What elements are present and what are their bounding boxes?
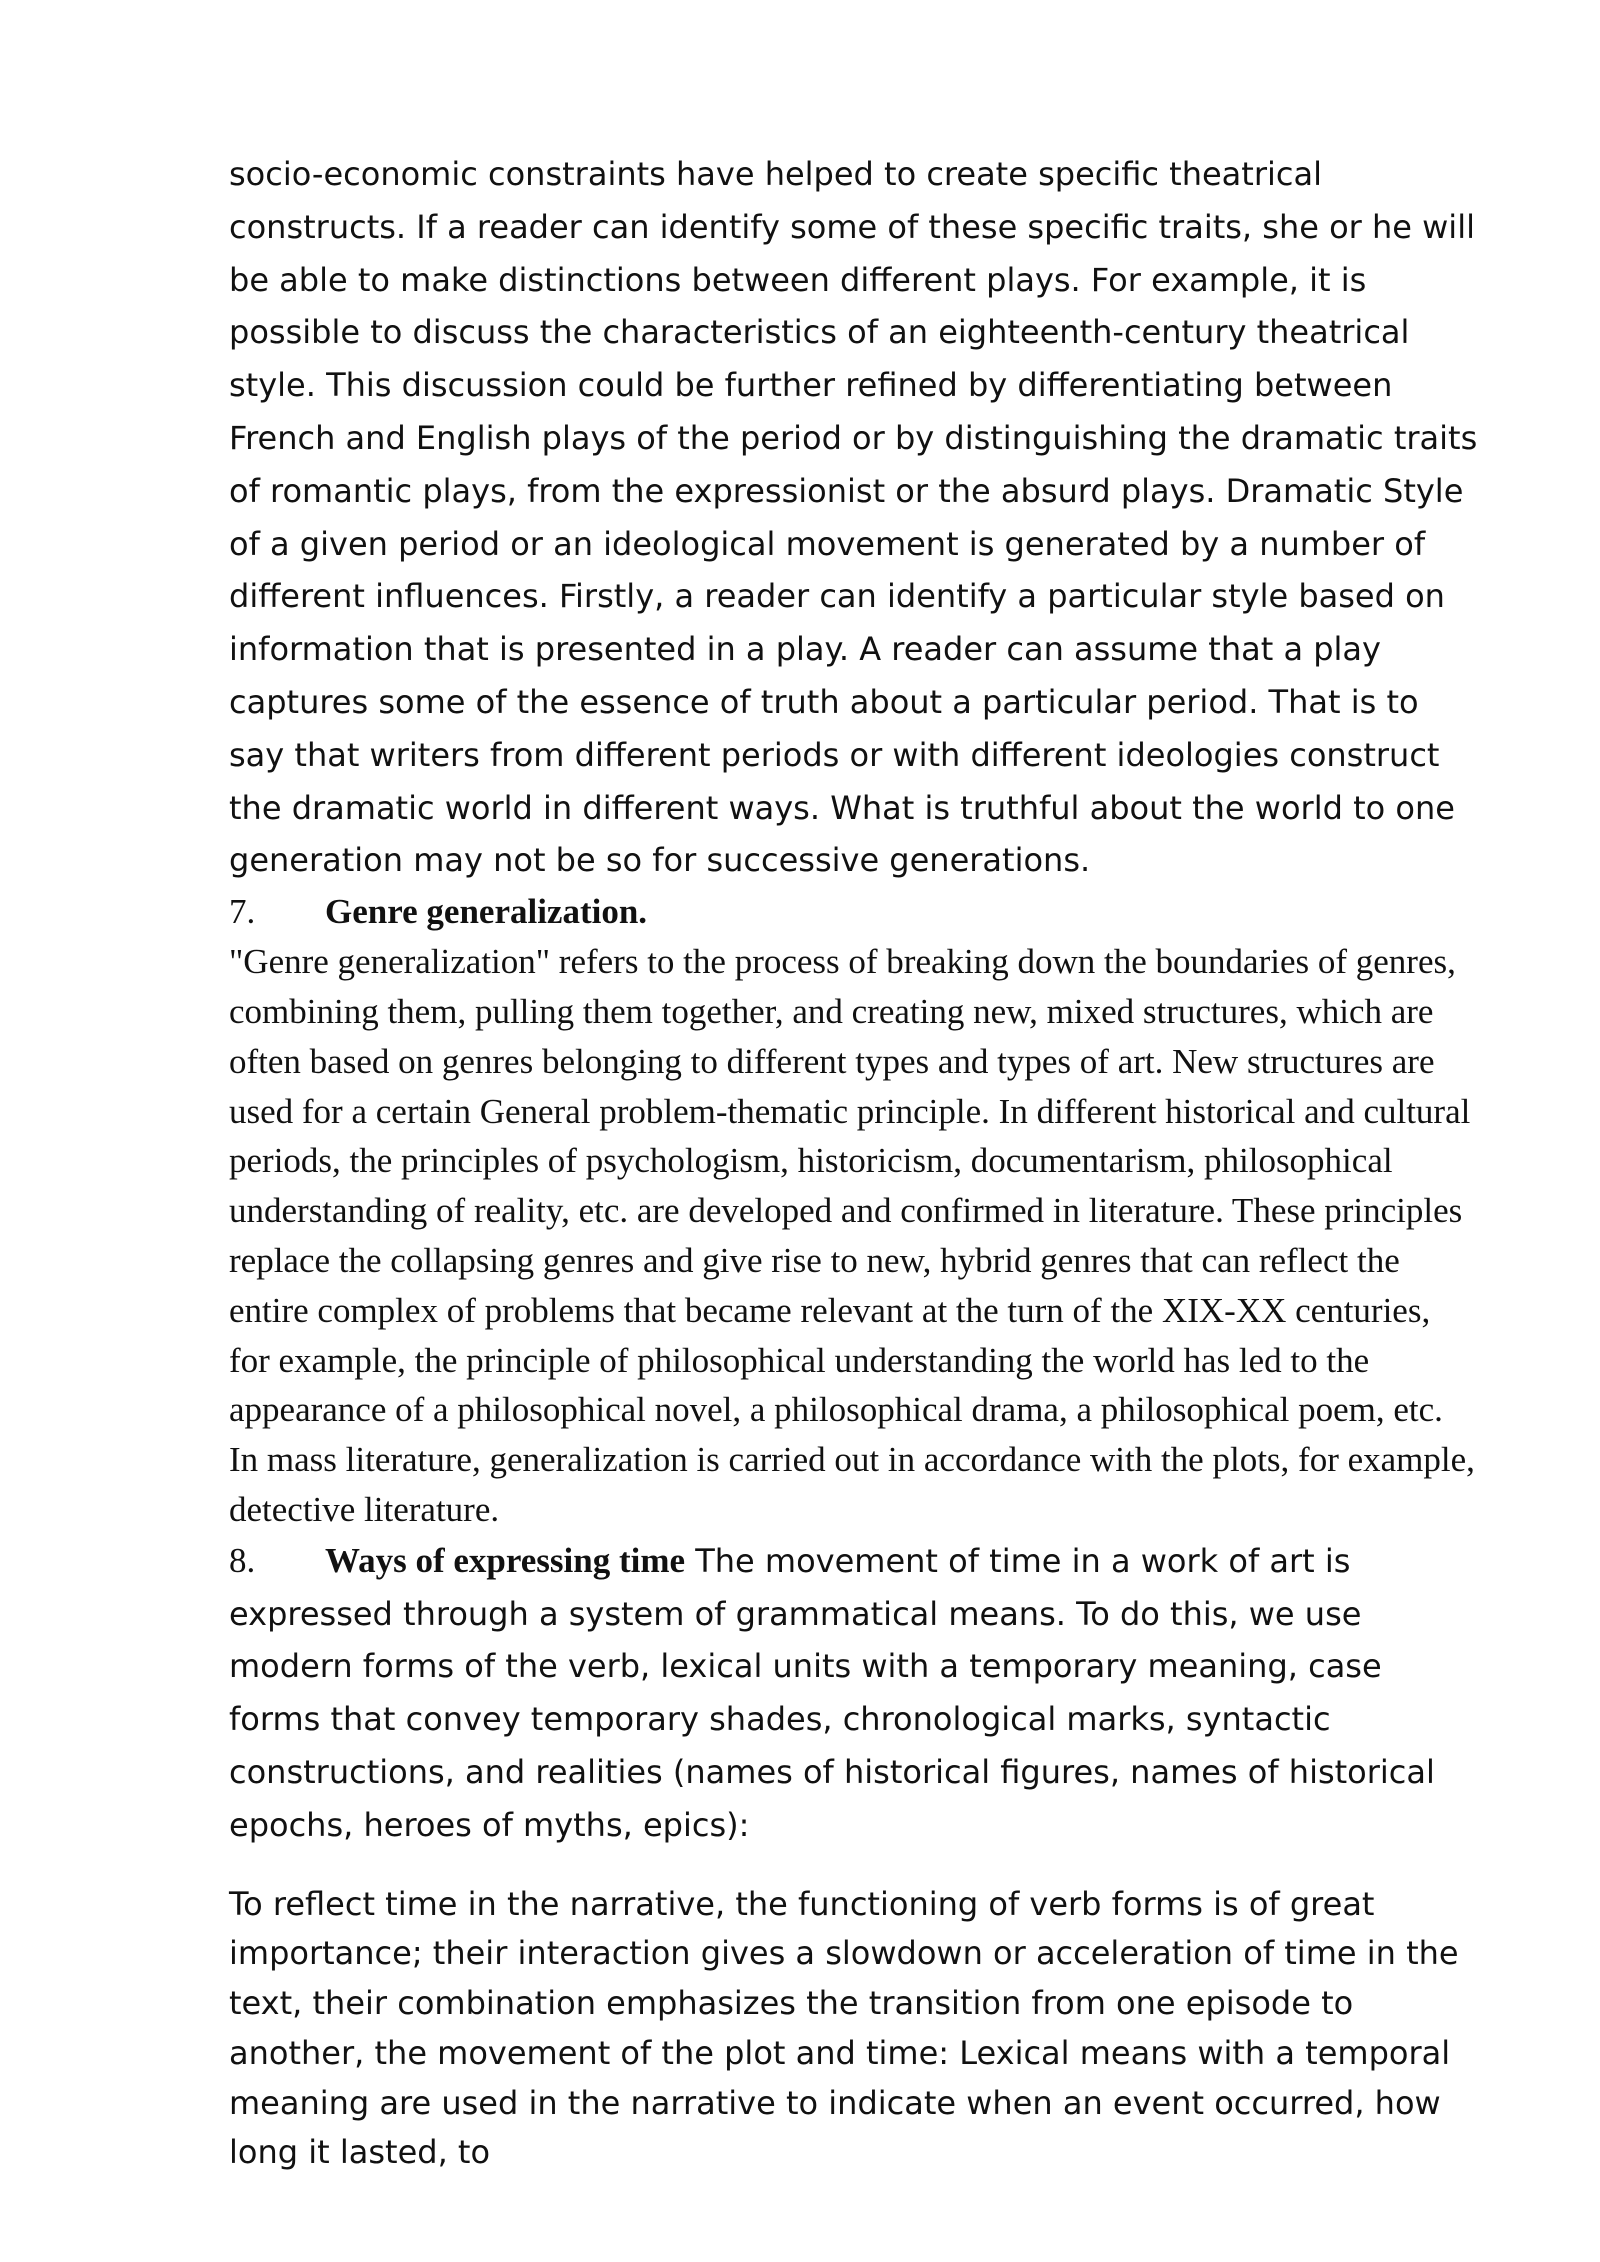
section-8-body: The movement of time in a work of art is expressed through a system of grammatical means. To do this, we use modern forms of the verb, lexical units with a temporary meaning, case forms that convey temporary shades, chronological marks, syntactic constructions, and realities (names of historical figures, names of historical epochs, heroes of myths, epics): — [229, 1541, 1435, 1844]
section-8-paragraph — [229, 1535, 1479, 1852]
paragraph-time-in-narrative: To reflect time in the narrative, the functioning of verb forms is of great importance; their interaction gives a slowdown or acceleration of time in the text, their combination emphasizes the transition from one episode to another, the movement of the plot and time: Lexical means with a temporal meaning are used in the narrative to indicate when an event occurred, how long it lasted, to — [229, 1884, 1459, 2172]
section-7-number: 7. — [229, 892, 256, 932]
paragraph-dramatic-style: socio-economic constraints have helped to create specific theatrical constructs. If a reader can identify some of these specific traits, she or he will be able to make distinctions between different plays. For example, it is possible to discuss the characteristics of an eighteenth-century theatrical style. This discussion could be further refined by differentiating between French and English plays of the period or by distinguishing the dramatic traits of romantic plays, from the expressionist or the absurd plays. Dramatic Style of a given period or an ideological movement is generated by a number of different influences. Firstly, a reader can identify a particular style based on information that is presented in a play. A reader can assume that a play captures some of the essence of truth about a particular period. That is to say that writers from different periods or with different ideologies construct the dramatic world in different ways. What is truthful about the world to one generation may not be so for successive generations. — [229, 155, 1478, 880]
section-7-title: Genre generalization. — [325, 892, 648, 932]
section-8-number: 8. — [229, 1540, 256, 1580]
document-page — [229, 148, 1479, 2178]
paragraph-genre-generalization: "Genre generalization" refers to the process of breaking down the boundaries of genres, combining them, pulling them together, and creating new, mixed structures, which are often based on genres belonging to different types and types of art. New structures are used for a certain General problem-thematic principle. In different historical and cultural periods, the principles of psychologism, historicism, documentarism, philosophical understanding of reality, etc. are developed and confirmed in literature. These principles replace the collapsing genres and give rise to new, hybrid genres that can reflect the entire complex of problems that became relevant at the turn of the XIX-XX centuries, for example, the principle of philosophical understanding the world has led to the appearance of a philosophical novel, a philosophical drama, a philosophical poem, etc. In mass literature, generalization is carried out in accordance with the plots, for example, detective literature. — [229, 942, 1475, 1529]
paragraph-spacer — [229, 1852, 1479, 1880]
section-8-title: Ways of expressing time — [325, 1540, 686, 1580]
section-7-heading — [229, 887, 1479, 937]
